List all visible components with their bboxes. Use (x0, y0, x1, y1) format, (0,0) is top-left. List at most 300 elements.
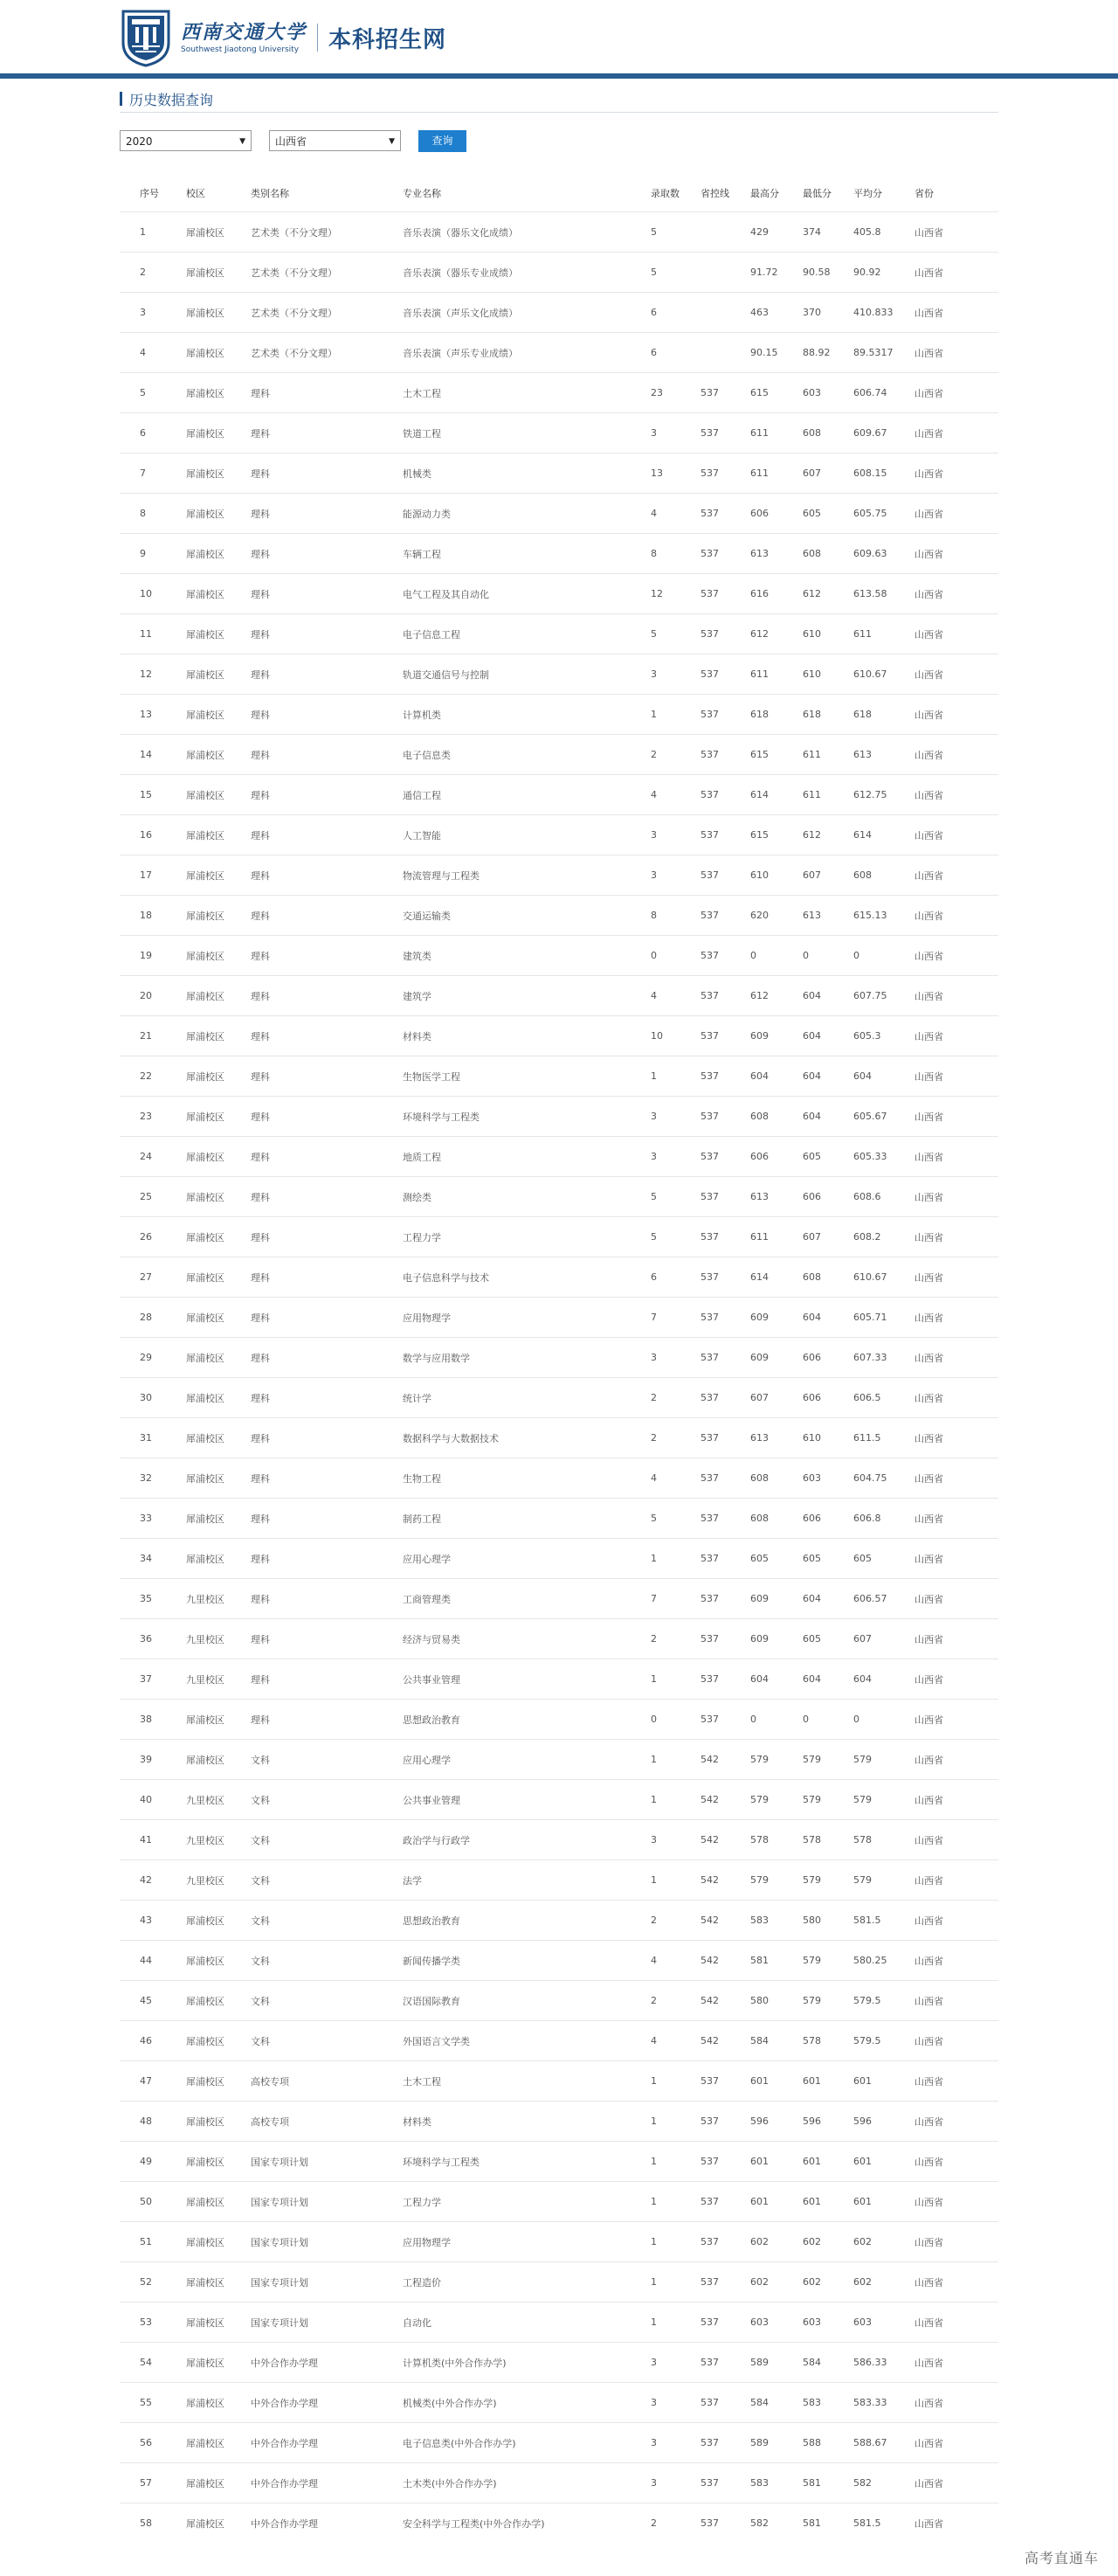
cell-admitted: 6 (651, 307, 657, 318)
cell-major: 人工智能 (403, 829, 441, 841)
cell-avg-score: 583.33 (853, 2397, 887, 2408)
cell-province: 山西省 (914, 1673, 943, 1686)
cell-campus: 犀浦校区 (186, 2477, 224, 2489)
cell-admitted: 1 (651, 1754, 657, 1765)
site-name: 本科招生网 (328, 26, 447, 53)
school-logo[interactable] (120, 7, 446, 68)
cell-min-score: 578 (803, 2035, 821, 2046)
province-select[interactable] (269, 130, 401, 151)
cell-avg-score: 618 (853, 709, 872, 720)
cell-province: 山西省 (914, 1874, 943, 1887)
cell-control-line: 537 (700, 2236, 719, 2247)
cell-campus: 犀浦校区 (186, 1513, 224, 1525)
table-row (120, 774, 998, 814)
cell-max-score: 579 (750, 1874, 769, 1886)
cell-min-score: 612 (803, 829, 821, 841)
cell-major: 车辆工程 (403, 548, 441, 560)
cell-max-score: 608 (750, 1111, 769, 1122)
cell-admitted: 2 (651, 1633, 657, 1645)
cell-min-score: 605 (803, 1553, 821, 1564)
cell-category: 理科 (251, 1714, 270, 1726)
cell-avg-score: 405.8 (853, 226, 881, 238)
header-cell-category: 类别名称 (251, 188, 289, 199)
table-row (120, 2101, 998, 2141)
cell-category: 中外合作办学理 (251, 2517, 318, 2530)
cell-campus: 犀浦校区 (186, 950, 224, 962)
cell-control-line: 537 (700, 910, 719, 921)
cell-province: 山西省 (914, 1955, 943, 1967)
cell-max-score: 608 (750, 1513, 769, 1524)
cell-campus: 犀浦校区 (186, 226, 224, 239)
cell-province: 山西省 (914, 548, 943, 560)
cell-control-line: 537 (700, 1513, 719, 1524)
cell-control-line: 537 (700, 387, 719, 398)
cell-avg-score: 610.67 (853, 1271, 887, 1283)
chevron-down-icon: ▼ (389, 137, 395, 146)
cell-province: 山西省 (914, 2437, 943, 2449)
cell-province: 山西省 (914, 1271, 943, 1284)
cell-admitted: 2 (651, 1995, 657, 2006)
cell-province: 山西省 (914, 1111, 943, 1123)
cell-avg-score: 607.75 (853, 990, 887, 1001)
table-row (120, 2342, 998, 2382)
cell-admitted: 2 (651, 1432, 657, 1444)
table-row (120, 2503, 998, 2543)
cell-category: 理科 (251, 1513, 270, 1525)
cell-index: 23 (140, 1111, 152, 1122)
cell-avg-score: 581.5 (853, 1915, 881, 1926)
cell-index: 54 (140, 2357, 152, 2368)
table-row (120, 533, 998, 573)
cell-province: 山西省 (914, 508, 943, 520)
cell-campus: 犀浦校区 (186, 1231, 224, 1243)
cell-province: 山西省 (914, 1995, 943, 2007)
cell-province: 山西省 (914, 1553, 943, 1565)
cell-campus: 犀浦校区 (186, 2035, 224, 2047)
cell-index: 43 (140, 1915, 152, 1926)
cell-campus: 犀浦校区 (186, 1111, 224, 1123)
cell-category: 中外合作办学理 (251, 2357, 318, 2369)
cell-admitted: 8 (651, 910, 657, 921)
cell-major: 环境科学与工程类 (403, 2156, 480, 2168)
cell-min-score: 611 (803, 749, 821, 760)
cell-index: 18 (140, 910, 152, 921)
cell-max-score: 615 (750, 829, 769, 841)
cell-category: 文科 (251, 1915, 270, 1927)
table-row (120, 412, 998, 453)
cell-control-line: 537 (700, 1352, 719, 1363)
cell-index: 29 (140, 1352, 152, 1363)
cell-max-score: 614 (750, 1271, 769, 1283)
cell-avg-score: 606.5 (853, 1392, 881, 1403)
table-row (120, 1578, 998, 1618)
cell-province: 山西省 (914, 2196, 943, 2208)
cell-campus: 犀浦校区 (186, 1714, 224, 1726)
cell-control-line: 537 (700, 709, 719, 720)
cell-index: 25 (140, 1191, 152, 1202)
cell-control-line: 537 (700, 508, 719, 519)
cell-control-line: 537 (700, 1111, 719, 1122)
cell-avg-score: 612.75 (853, 789, 887, 800)
cell-category: 国家专项计划 (251, 2156, 308, 2168)
cell-campus: 犀浦校区 (186, 1271, 224, 1284)
cell-max-score: 601 (750, 2075, 769, 2087)
cell-min-score: 604 (803, 1673, 821, 1685)
cell-category: 理科 (251, 1472, 270, 1485)
cell-min-score: 579 (803, 1754, 821, 1765)
watermark: 高考直通车 (1024, 2550, 1099, 2566)
cell-province: 山西省 (914, 1432, 943, 1444)
cell-admitted: 3 (651, 1111, 657, 1122)
cell-max-score: 610 (750, 869, 769, 881)
cell-admitted: 1 (651, 1874, 657, 1886)
cell-max-score: 596 (750, 2116, 769, 2127)
cell-max-score: 579 (750, 1794, 769, 1805)
cell-index: 47 (140, 2075, 152, 2087)
cell-category: 高校专项 (251, 2116, 289, 2128)
cell-max-score: 603 (750, 2316, 769, 2328)
cell-province: 山西省 (914, 1754, 943, 1766)
cell-campus: 犀浦校区 (186, 1151, 224, 1163)
cell-max-score: 0 (750, 950, 756, 961)
cell-control-line: 537 (700, 990, 719, 1001)
cell-avg-score: 578 (853, 1834, 872, 1845)
cell-max-score: 581 (750, 1955, 769, 1966)
cell-avg-score: 601 (853, 2196, 872, 2207)
cell-max-score: 578 (750, 1834, 769, 1845)
cell-campus: 犀浦校区 (186, 668, 224, 681)
cell-campus: 犀浦校区 (186, 2437, 224, 2449)
cell-major: 公共事业管理 (403, 1673, 460, 1686)
cell-min-score: 579 (803, 1794, 821, 1805)
cell-max-score: 613 (750, 548, 769, 559)
table-row (120, 1618, 998, 1658)
cell-admitted: 2 (651, 749, 657, 760)
cell-category: 理科 (251, 1191, 270, 1203)
cell-province: 山西省 (914, 1794, 943, 1806)
table-row (120, 654, 998, 694)
cell-index: 52 (140, 2276, 152, 2288)
cell-index: 12 (140, 668, 152, 680)
cell-campus: 犀浦校区 (186, 387, 224, 399)
table-row (120, 935, 998, 975)
cell-avg-score: 606.74 (853, 387, 887, 398)
cell-avg-score: 579.5 (853, 2035, 881, 2046)
cell-index: 19 (140, 950, 152, 961)
cell-min-score: 604 (803, 990, 821, 1001)
cell-category: 文科 (251, 2035, 270, 2047)
cell-index: 3 (140, 307, 146, 318)
cell-avg-score: 605 (853, 1553, 872, 1564)
cell-min-score: 611 (803, 789, 821, 800)
table-row (120, 1980, 998, 2020)
cell-major: 音乐表演（器乐文化成绩） (403, 226, 518, 239)
table-row (120, 2261, 998, 2302)
cell-campus: 犀浦校区 (186, 869, 224, 882)
school-name-cn: 西南交通大学 (181, 20, 307, 44)
cell-category: 理科 (251, 990, 270, 1002)
cell-major: 机械类 (403, 467, 431, 480)
cell-index: 5 (140, 387, 146, 398)
cell-major: 制药工程 (403, 1513, 441, 1525)
cell-admitted: 7 (651, 1312, 657, 1323)
cell-control-line: 537 (700, 1714, 719, 1725)
cell-major: 新闻传播学类 (403, 1955, 460, 1967)
cell-category: 理科 (251, 1633, 270, 1645)
cell-admitted: 4 (651, 789, 657, 800)
cell-max-score: 611 (750, 427, 769, 439)
cell-admitted: 3 (651, 869, 657, 881)
cell-max-score: 615 (750, 387, 769, 398)
cell-control-line: 542 (700, 1794, 719, 1805)
table-row (120, 211, 998, 252)
cell-province: 山西省 (914, 1030, 943, 1042)
table-row (120, 814, 998, 855)
cell-major: 建筑学 (403, 990, 431, 1002)
cell-max-score: 584 (750, 2035, 769, 2046)
cell-campus: 九里校区 (186, 1834, 224, 1846)
cell-category: 理科 (251, 1593, 270, 1605)
table-row (120, 2221, 998, 2261)
table-row (120, 292, 998, 332)
cell-avg-score: 582 (853, 2477, 872, 2489)
table-row (120, 372, 998, 412)
cell-index: 6 (140, 427, 146, 439)
cell-avg-score: 581.5 (853, 2517, 881, 2529)
cell-min-score: 370 (803, 307, 821, 318)
cell-major: 工程力学 (403, 1231, 441, 1243)
cell-campus: 犀浦校区 (186, 2236, 224, 2248)
cell-campus: 九里校区 (186, 1593, 224, 1605)
cell-province: 山西省 (914, 588, 943, 600)
cell-category: 艺术类（不分文理） (251, 307, 337, 319)
cell-max-score: 605 (750, 1553, 769, 1564)
cell-campus: 犀浦校区 (186, 2276, 224, 2289)
cell-min-score: 578 (803, 1834, 821, 1845)
cell-major: 外国语言文学类 (403, 2035, 470, 2047)
cell-category: 理科 (251, 1392, 270, 1404)
cell-max-score: 589 (750, 2437, 769, 2448)
table-row (120, 1216, 998, 1257)
cell-campus: 犀浦校区 (186, 267, 224, 279)
cell-campus: 犀浦校区 (186, 910, 224, 922)
table-row (120, 1056, 998, 1096)
cell-index: 9 (140, 548, 146, 559)
cell-avg-score: 601 (853, 2075, 872, 2087)
cell-campus: 犀浦校区 (186, 1030, 224, 1042)
cell-avg-score: 613.58 (853, 588, 887, 599)
cell-control-line: 537 (700, 749, 719, 760)
header-cell-index: 序号 (140, 188, 159, 199)
cell-category: 理科 (251, 508, 270, 520)
cell-category: 中外合作办学理 (251, 2397, 318, 2409)
cell-avg-score: 586.33 (853, 2357, 887, 2368)
cell-campus: 犀浦校区 (186, 628, 224, 641)
cell-major: 工程造价 (403, 2276, 441, 2289)
logo-text (181, 21, 307, 55)
cell-province: 山西省 (914, 2316, 943, 2329)
cell-min-score: 613 (803, 910, 821, 921)
cell-province: 山西省 (914, 829, 943, 841)
cell-min-score: 603 (803, 2316, 821, 2328)
cell-avg-score: 602 (853, 2276, 872, 2288)
cell-index: 35 (140, 1593, 152, 1604)
cell-admitted: 5 (651, 226, 657, 238)
site-header (0, 0, 1118, 73)
cell-category: 理科 (251, 749, 270, 761)
cell-max-score: 616 (750, 588, 769, 599)
cell-major: 建筑类 (403, 950, 431, 962)
cell-min-score: 607 (803, 1231, 821, 1243)
admission-table (120, 175, 998, 2543)
cell-index: 39 (140, 1754, 152, 1765)
header-cell-min-score: 最低分 (803, 188, 832, 199)
cell-max-score: 604 (750, 1070, 769, 1082)
cell-admitted: 12 (651, 588, 663, 599)
cell-min-score: 584 (803, 2357, 821, 2368)
cell-avg-score: 610.67 (853, 668, 887, 680)
cell-min-score: 583 (803, 2397, 821, 2408)
cell-province: 山西省 (914, 789, 943, 801)
cell-campus: 犀浦校区 (186, 427, 224, 440)
cell-major: 数据科学与大数据技术 (403, 1432, 499, 1444)
cell-min-score: 604 (803, 1312, 821, 1323)
cell-index: 51 (140, 2236, 152, 2247)
cell-control-line: 537 (700, 2316, 719, 2328)
cell-min-score: 596 (803, 2116, 821, 2127)
cell-control-line: 537 (700, 869, 719, 881)
cell-index: 58 (140, 2517, 152, 2529)
cell-control-line: 537 (700, 1432, 719, 1444)
cell-control-line: 537 (700, 467, 719, 479)
cell-index: 13 (140, 709, 152, 720)
cell-min-score: 580 (803, 1915, 821, 1926)
cell-control-line: 537 (700, 789, 719, 800)
cell-admitted: 4 (651, 1472, 657, 1484)
cell-admitted: 1 (651, 2116, 657, 2127)
cell-control-line: 537 (700, 950, 719, 961)
header-cell-province: 省份 (914, 188, 934, 199)
year-select[interactable] (120, 130, 252, 151)
cell-avg-score: 579 (853, 1794, 872, 1805)
cell-category: 艺术类（不分文理） (251, 226, 337, 239)
cell-category: 理科 (251, 1151, 270, 1163)
cell-major: 安全科学与工程类(中外合作办学) (403, 2517, 545, 2530)
cell-campus: 犀浦校区 (186, 1191, 224, 1203)
cell-province: 山西省 (914, 2116, 943, 2128)
cell-index: 24 (140, 1151, 152, 1162)
cell-admitted: 3 (651, 427, 657, 439)
cell-max-score: 608 (750, 1472, 769, 1484)
cell-control-line: 542 (700, 1915, 719, 1926)
cell-min-score: 601 (803, 2156, 821, 2167)
cell-major: 思想政治教育 (403, 1714, 460, 1726)
cell-min-score: 606 (803, 1513, 821, 1524)
cell-min-score: 607 (803, 467, 821, 479)
cell-province: 山西省 (914, 749, 943, 761)
cell-admitted: 4 (651, 2035, 657, 2046)
cell-category: 理科 (251, 1312, 270, 1324)
cell-max-score: 609 (750, 1312, 769, 1323)
cell-index: 20 (140, 990, 152, 1001)
header-cell-avg-score: 平均分 (853, 188, 882, 199)
cell-min-score: 608 (803, 1271, 821, 1283)
cell-province: 山西省 (914, 307, 943, 319)
table-row (120, 2181, 998, 2221)
cell-avg-score: 608 (853, 869, 872, 881)
cell-admitted: 4 (651, 990, 657, 1001)
cell-major: 通信工程 (403, 789, 441, 801)
cell-avg-score: 89.5317 (853, 347, 894, 358)
cell-admitted: 1 (651, 1553, 657, 1564)
cell-index: 28 (140, 1312, 152, 1323)
cell-min-score: 601 (803, 2196, 821, 2207)
cell-index: 2 (140, 267, 146, 278)
cell-max-score: 618 (750, 709, 769, 720)
cell-max-score: 583 (750, 1915, 769, 1926)
cell-category: 艺术类（不分文理） (251, 267, 337, 279)
cell-campus: 犀浦校区 (186, 789, 224, 801)
cell-index: 21 (140, 1030, 152, 1042)
cell-max-score: 0 (750, 1714, 756, 1725)
cell-province: 山西省 (914, 347, 943, 359)
cell-major: 音乐表演（器乐专业成绩） (403, 267, 518, 279)
cell-admitted: 5 (651, 1513, 657, 1524)
cell-min-score: 610 (803, 1432, 821, 1444)
cell-province: 山西省 (914, 709, 943, 721)
cell-min-score: 604 (803, 1593, 821, 1604)
cell-major: 生物医学工程 (403, 1070, 460, 1083)
cell-max-score: 602 (750, 2276, 769, 2288)
table-row (120, 1176, 998, 1216)
cell-min-score: 601 (803, 2075, 821, 2087)
cell-min-score: 581 (803, 2517, 821, 2529)
cell-min-score: 605 (803, 508, 821, 519)
cell-major: 工商管理类 (403, 1593, 451, 1605)
cell-avg-score: 605.3 (853, 1030, 881, 1042)
cell-control-line: 537 (700, 1271, 719, 1283)
cell-category: 理科 (251, 709, 270, 721)
year-select-value: 2020 (126, 135, 153, 148)
cell-major: 铁道工程 (403, 427, 441, 440)
cell-admitted: 4 (651, 1955, 657, 1966)
cell-major: 思想政治教育 (403, 1915, 460, 1927)
cell-max-score: 606 (750, 508, 769, 519)
cell-min-score: 604 (803, 1111, 821, 1122)
table-row (120, 332, 998, 372)
cell-campus: 犀浦校区 (186, 749, 224, 761)
cell-index: 22 (140, 1070, 152, 1082)
cell-control-line: 537 (700, 1191, 719, 1202)
cell-major: 材料类 (403, 2116, 431, 2128)
cell-province: 山西省 (914, 2357, 943, 2369)
cell-category: 理科 (251, 829, 270, 841)
cell-index: 57 (140, 2477, 152, 2489)
cell-avg-score: 605.33 (853, 1151, 887, 1162)
cell-category: 理科 (251, 1271, 270, 1284)
query-button[interactable]: 查询 (418, 130, 466, 152)
table-row (120, 2422, 998, 2462)
cell-control-line: 537 (700, 829, 719, 841)
cell-control-line: 537 (700, 1070, 719, 1082)
cell-index: 27 (140, 1271, 152, 1283)
cell-control-line: 537 (700, 2357, 719, 2368)
cell-admitted: 2 (651, 1392, 657, 1403)
table-row (120, 734, 998, 774)
school-emblem-icon (120, 8, 172, 67)
cell-admitted: 1 (651, 2236, 657, 2247)
cell-campus: 犀浦校区 (186, 548, 224, 560)
